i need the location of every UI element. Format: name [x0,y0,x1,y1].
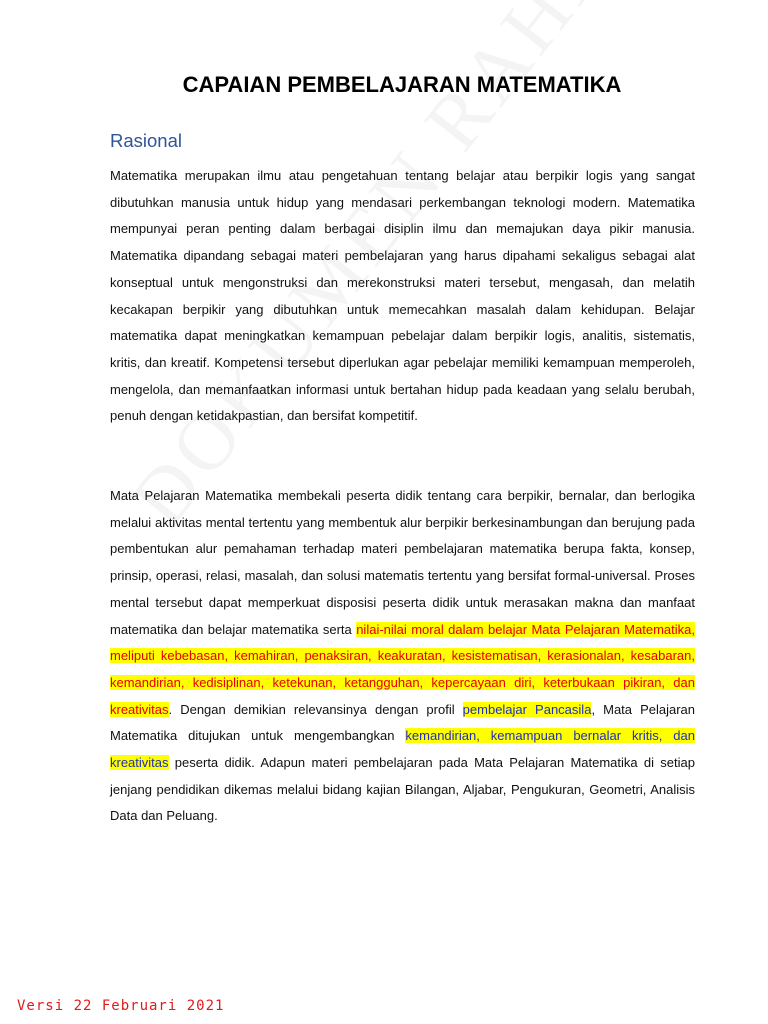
version-footer: Versi 22 Februari 2021 [17,998,225,1014]
highlight-pancasila-profile: pembelajar Pancasila [462,701,592,717]
paragraph-text: . Dengan demikian relevansinya dengan profil [168,701,463,717]
paragraph-text: , Mata Pelajaran Matematika ditujukan untuk mengembangkan [110,701,696,744]
paragraph-rasional-1: Matematika merupakan ilmu atau pengetahuan tentang belajar atau berpikir logis yang sangat dibutuhkan manusia untuk hidup yang mendasari perkembangan teknologi modern. Matematika mempunyai peran penting dalam berbagai disiplin ilmu dan memajukan daya pikir manusia. Matematika dipandang sebagai materi pembelajaran yang harus dipahami sekaligus sebagai alat konseptual untuk mengonstruksi dan merekonstruksi materi tersebut, mengasah, dan melatih kecakapan berpikir yang dibutuhkan untuk memecahkan masalah dalam kehidupan. Belajar matematika dapat meningkatkan kemampuan pebelajar dalam berpikir logis, analitis, sistematis, kritis, dan kreatif. Kompetensi tersebut diperlukan agar pebelajar memiliki kemampuan memperoleh, mengelola, dan memanfaatkan informasi untuk bertahan hidup pada keadaan yang selalu berubah, penuh dengan ketidakpastian, dan bersifat kompetitif. [110,168,695,424]
highlight-development-goals: kemandirian, kemampuan bernalar kritis, dan kreativitas [110,728,695,771]
section-heading: Rasional [110,130,182,151]
paragraph-rasional-2 [110,483,695,830]
paragraph-text: Mata Pelajaran Matematika membekali peserta didik tentang cara berpikir, bernalar, dan berlogika melalui aktivitas mental tertentu yang membentuk alur berpikir berkesinambungan dan berujung pada pembentukan alur pemahaman terhadap materi pembelajaran matematika berupa fakta, konsep, prinsip, operasi, relasi, masalah, dan solusi matematis tertentu yang bersifat formal-universal. Proses mental tersebut dapat memperkuat disposisi peserta didik untuk merasakan makna dan manfaat matematika dan belajar matematika serta [110,488,695,637]
highlight-moral-values: nilai-nilai moral dalam belajar Mata Pelajaran Matematika, meliputi kebebasan, kemahiran, penaksiran, keakuratan, kesistematisan, kerasionalan, kesabaran, kemandirian, kedisiplinan, ketekunan, ketangguhan, kepercayaan diri, keterbukaan pikiran, dan kreativitas [110,621,695,717]
page-title: CAPAIAN PEMBELAJARAN MATEMATIKA [182,72,622,97]
paragraph-text: peserta didik. Adapun materi pembelajaran pada Mata Pelajaran Matematika di setiap jenjang pendidikan dikemas melalui bidang kajian Bilangan, Aljabar, Pengukuran, Geometri, Analisis Data dan Peluang. [110,755,695,824]
